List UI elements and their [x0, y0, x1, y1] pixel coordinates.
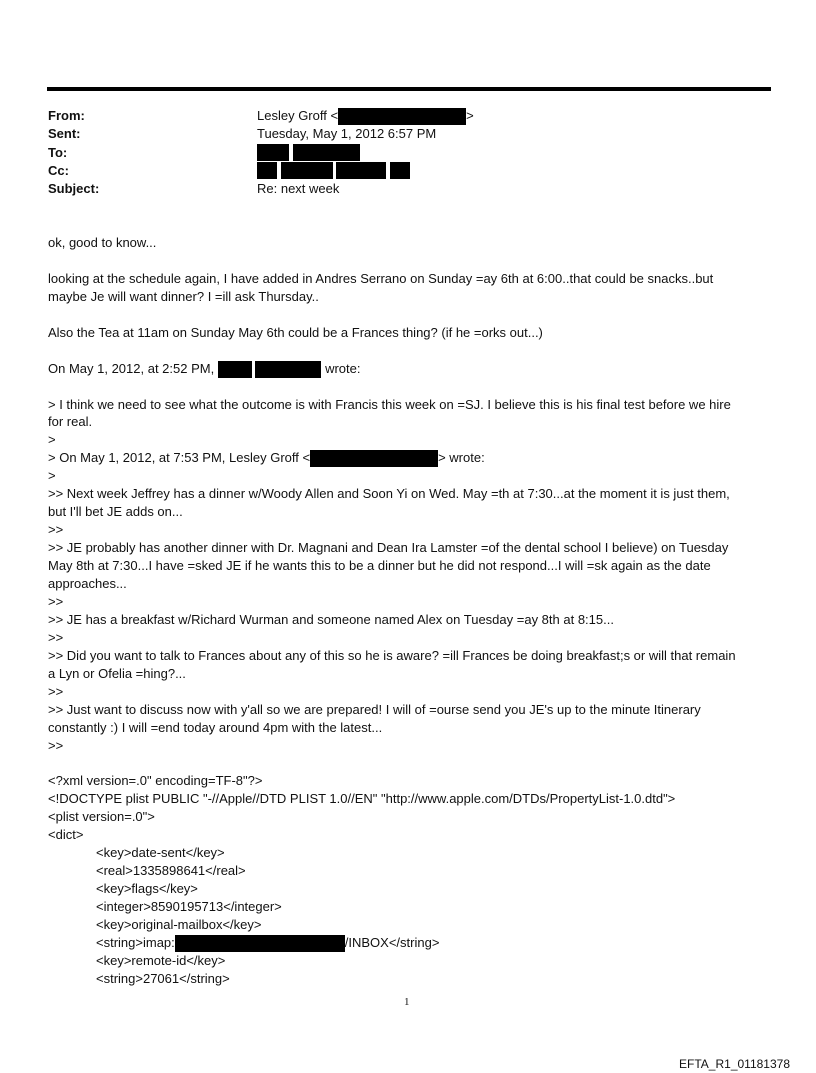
from-label: From: — [48, 108, 85, 123]
xml-line: <key>original-mailbox</key> — [96, 917, 262, 932]
quote-attribution — [48, 360, 360, 378]
redaction-block — [310, 450, 438, 467]
body-line: >> — [48, 522, 64, 537]
subject-label: Subject: — [48, 181, 100, 196]
document-id: EFTA_R1_01181378 — [679, 1057, 790, 1071]
to-label: To: — [48, 145, 68, 160]
xml-line: <key>flags</key> — [96, 881, 198, 896]
attribution-text: On May 1, 2012, at 2:52 PM, — [48, 361, 215, 376]
header-rule — [47, 87, 771, 91]
redaction-block — [175, 935, 345, 952]
from-value — [257, 108, 474, 125]
body-line: Also the Tea at 11am on Sunday May 6th could be a Frances thing? (if he =orks out...) — [48, 325, 543, 340]
xml-line — [96, 934, 439, 952]
redaction-block — [336, 162, 386, 179]
body-line: for real. — [48, 414, 93, 429]
body-line: looking at the schedule again, I have added in Andres Serrano on Sunday =ay 6th at 6:00..that could be snacks..but — [48, 271, 714, 286]
from-name: Lesley Groff < — [257, 108, 339, 123]
body-line: >> — [48, 594, 64, 609]
sent-label: Sent: — [48, 126, 81, 141]
attribution-text: > wrote: — [438, 450, 485, 465]
xml-line: <dict> — [48, 827, 84, 842]
body-line: ok, good to know... — [48, 235, 157, 250]
redaction-block — [257, 162, 277, 179]
from-end: > — [466, 108, 474, 123]
redaction-block — [255, 361, 321, 378]
redaction-block — [257, 144, 289, 161]
xml-line: <integer>8590195713</integer> — [96, 899, 282, 914]
body-line: >> — [48, 630, 64, 645]
xml-line: <key>date-sent</key> — [96, 845, 225, 860]
redaction-block — [281, 162, 333, 179]
body-line: >> JE probably has another dinner with Dr. Magnani and Dean Ira Lamster =of the dental school I believe) on Tuesday — [48, 540, 729, 555]
attribution-text: > On May 1, 2012, at 7:53 PM, Lesley Groff < — [48, 450, 311, 465]
attribution-text: wrote: — [325, 361, 361, 376]
redaction-block — [293, 144, 360, 161]
redaction-block — [390, 162, 410, 179]
quote-attribution — [48, 449, 485, 467]
redaction-block — [338, 108, 466, 125]
xml-line: <key>remote-id</key> — [96, 953, 226, 968]
body-line: constantly :) I will =end today around 4pm with the latest... — [48, 720, 383, 735]
body-line: >> — [48, 684, 64, 699]
redaction-block — [218, 361, 252, 378]
xml-line: <real>1335898641</real> — [96, 863, 246, 878]
sent-value: Tuesday, May 1, 2012 6:57 PM — [257, 126, 437, 141]
xml-line: <plist version=.0"> — [48, 809, 155, 824]
body-line: >> Did you want to talk to Frances about any of this so he is aware? =ill Frances be doing breakfast;s or will that remain — [48, 648, 736, 663]
body-line: a Lyn or Ofelia =hing?... — [48, 666, 186, 681]
xml-text: /INBOX</string> — [344, 935, 440, 950]
subject-value: Re: next week — [257, 181, 340, 196]
body-line: >> Just want to discuss now with y'all so we are prepared! I will of =ourse send you JE's up to the minute Itinerary — [48, 702, 701, 717]
xml-line: <?xml version=.0" encoding=TF-8"?> — [48, 773, 263, 788]
body-line: >> Next week Jeffrey has a dinner w/Woody Allen and Soon Yi on Wed. May =th at 7:30...at the moment it is just them, — [48, 486, 730, 501]
body-line: but I'll bet JE adds on... — [48, 504, 183, 519]
body-line: >> — [48, 738, 64, 753]
page-number: 1 — [404, 996, 410, 1008]
xml-text: <string>imap: — [96, 935, 175, 950]
body-line: >> JE has a breakfast w/Richard Wurman and someone named Alex on Tuesday =ay 8th at 8:15... — [48, 612, 614, 627]
body-line: May 8th at 7:30...I have =sked JE if he wants this to be a dinner but he did not respond...I will =sk again as the date — [48, 558, 711, 573]
body-line: approaches... — [48, 576, 127, 591]
body-line: > I think we need to see what the outcome is with Francis this week on =SJ. I believe this is his final test before we hire — [48, 397, 731, 412]
xml-line: <string>27061</string> — [96, 971, 230, 986]
body-line: > — [48, 468, 56, 483]
body-line: maybe Je will want dinner? I =ill ask Thursday.. — [48, 289, 319, 304]
body-line: > — [48, 432, 56, 447]
xml-line: <!DOCTYPE plist PUBLIC "-//Apple//DTD PLIST 1.0//EN" "http://www.apple.com/DTDs/PropertyList-1.0.dtd"> — [48, 791, 676, 806]
cc-label: Cc: — [48, 163, 69, 178]
